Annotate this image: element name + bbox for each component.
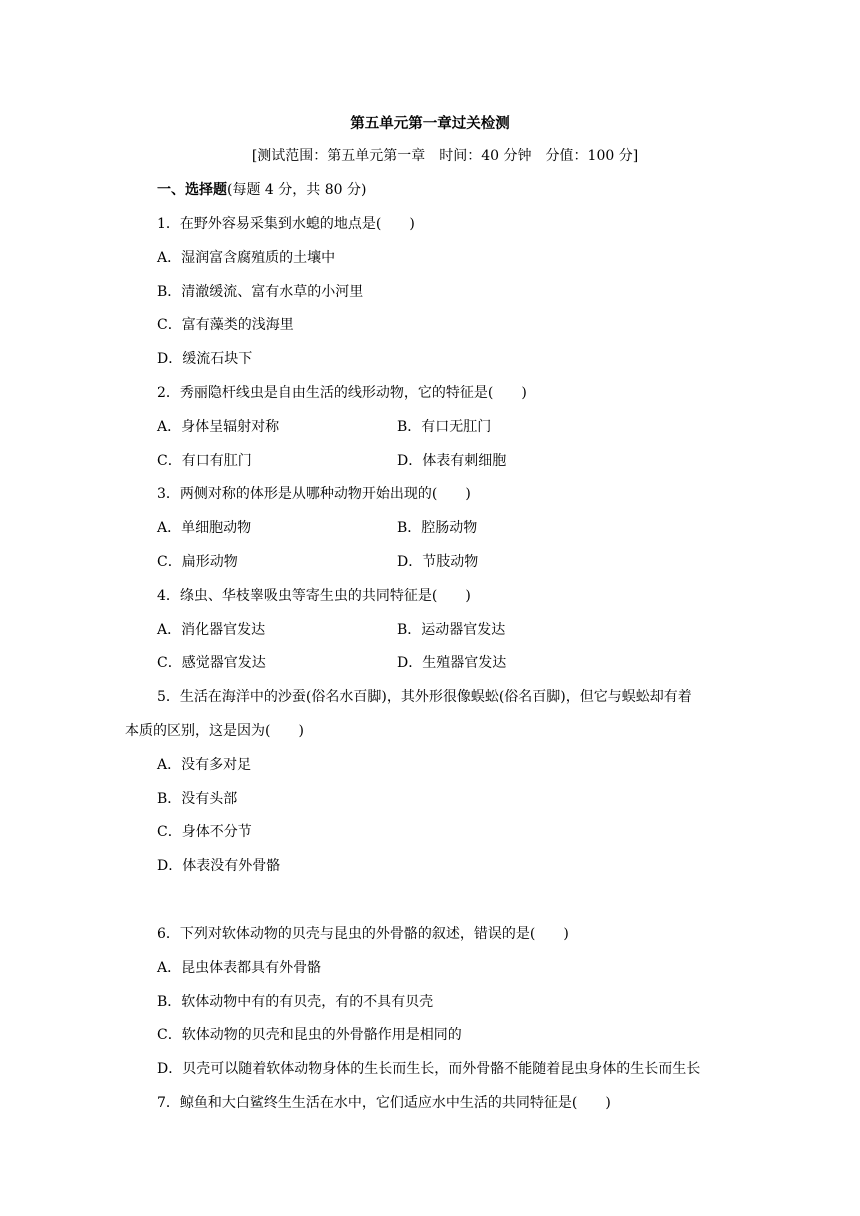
- question-5-option-b: B．没有头部: [157, 791, 238, 807]
- question-4-option-b: B．运动器官发达: [397, 622, 506, 638]
- page-subtitle: [测试范围：第五单元第一章 时间：40 分钟 分值：100 分]: [251, 148, 639, 164]
- question-2-option-a: A．身体呈辐射对称: [157, 419, 280, 435]
- question-6-option-d: D．贝壳可以随着软体动物身体的生长而生长，而外骨骼不能随着昆虫身体的生长而生长: [157, 1061, 701, 1077]
- question-5-stem-line-2: 本质的区别，这是因为( ): [125, 723, 304, 739]
- question-4-stem: 4．绦虫、华枝睾吸虫等寄生虫的共同特征是( ): [157, 588, 471, 604]
- question-5-option-a: A．没有多对足: [157, 757, 252, 773]
- question-1-option-a: A．湿润富含腐殖质的土壤中: [157, 250, 336, 266]
- question-5-stem-line-1: 5．生活在海洋中的沙蚕(俗名水百脚)，其外形很像蜈蚣(俗名百脚)，但它与蜈蚣却有着: [157, 689, 692, 705]
- section-heading: [157, 180, 366, 200]
- section-label: 一、选择题: [157, 182, 227, 198]
- question-2-option-c: C．有口有肛门: [157, 453, 252, 469]
- section-note: (每题 4 分，共 80 分): [227, 182, 367, 198]
- question-3-option-c: C．扁形动物: [157, 554, 238, 570]
- question-6-stem: 6．下列对软体动物的贝壳与昆虫的外骨骼的叙述，错误的是( ): [157, 926, 569, 942]
- question-2-option-b: B．有口无肛门: [397, 419, 492, 435]
- question-1-stem: 1．在野外容易采集到水螅的地点是( ): [157, 216, 415, 232]
- question-1-option-b: B．清澈缓流、富有水草的小河里: [157, 284, 364, 300]
- question-1-option-c: C．富有藻类的浅海里: [157, 317, 294, 333]
- question-5-option-c: C．身体不分节: [157, 824, 252, 840]
- question-6-option-b: B．软体动物中有的有贝壳，有的不具有贝壳: [157, 994, 434, 1010]
- page-title: 第五单元第一章过关检测: [350, 115, 510, 132]
- question-6-option-c: C．软体动物的贝壳和昆虫的外骨骼作用是相同的: [157, 1027, 462, 1043]
- question-3-option-d: D．节肢动物: [397, 554, 479, 570]
- question-5-option-d: D．体表没有外骨骼: [157, 858, 281, 874]
- question-2-option-d: D．体表有刺细胞: [397, 453, 507, 469]
- question-1-option-d: D．缓流石块下: [157, 351, 253, 367]
- question-4-option-d: D．生殖器官发达: [397, 655, 507, 671]
- question-3-option-a: A．单细胞动物: [157, 520, 252, 536]
- question-2-stem: 2．秀丽隐杆线虫是自由生活的线形动物，它的特征是( ): [157, 385, 527, 401]
- question-3-option-b: B．腔肠动物: [397, 520, 478, 536]
- question-7-stem: 7．鲸鱼和大白鲨终生生活在水中，它们适应水中生活的共同特征是( ): [157, 1095, 611, 1111]
- question-3-stem: 3．两侧对称的体形是从哪种动物开始出现的( ): [157, 486, 471, 502]
- question-4-option-a: A．消化器官发达: [157, 622, 266, 638]
- question-6-option-a: A．昆虫体表都具有外骨骼: [157, 960, 322, 976]
- question-4-option-c: C．感觉器官发达: [157, 655, 266, 671]
